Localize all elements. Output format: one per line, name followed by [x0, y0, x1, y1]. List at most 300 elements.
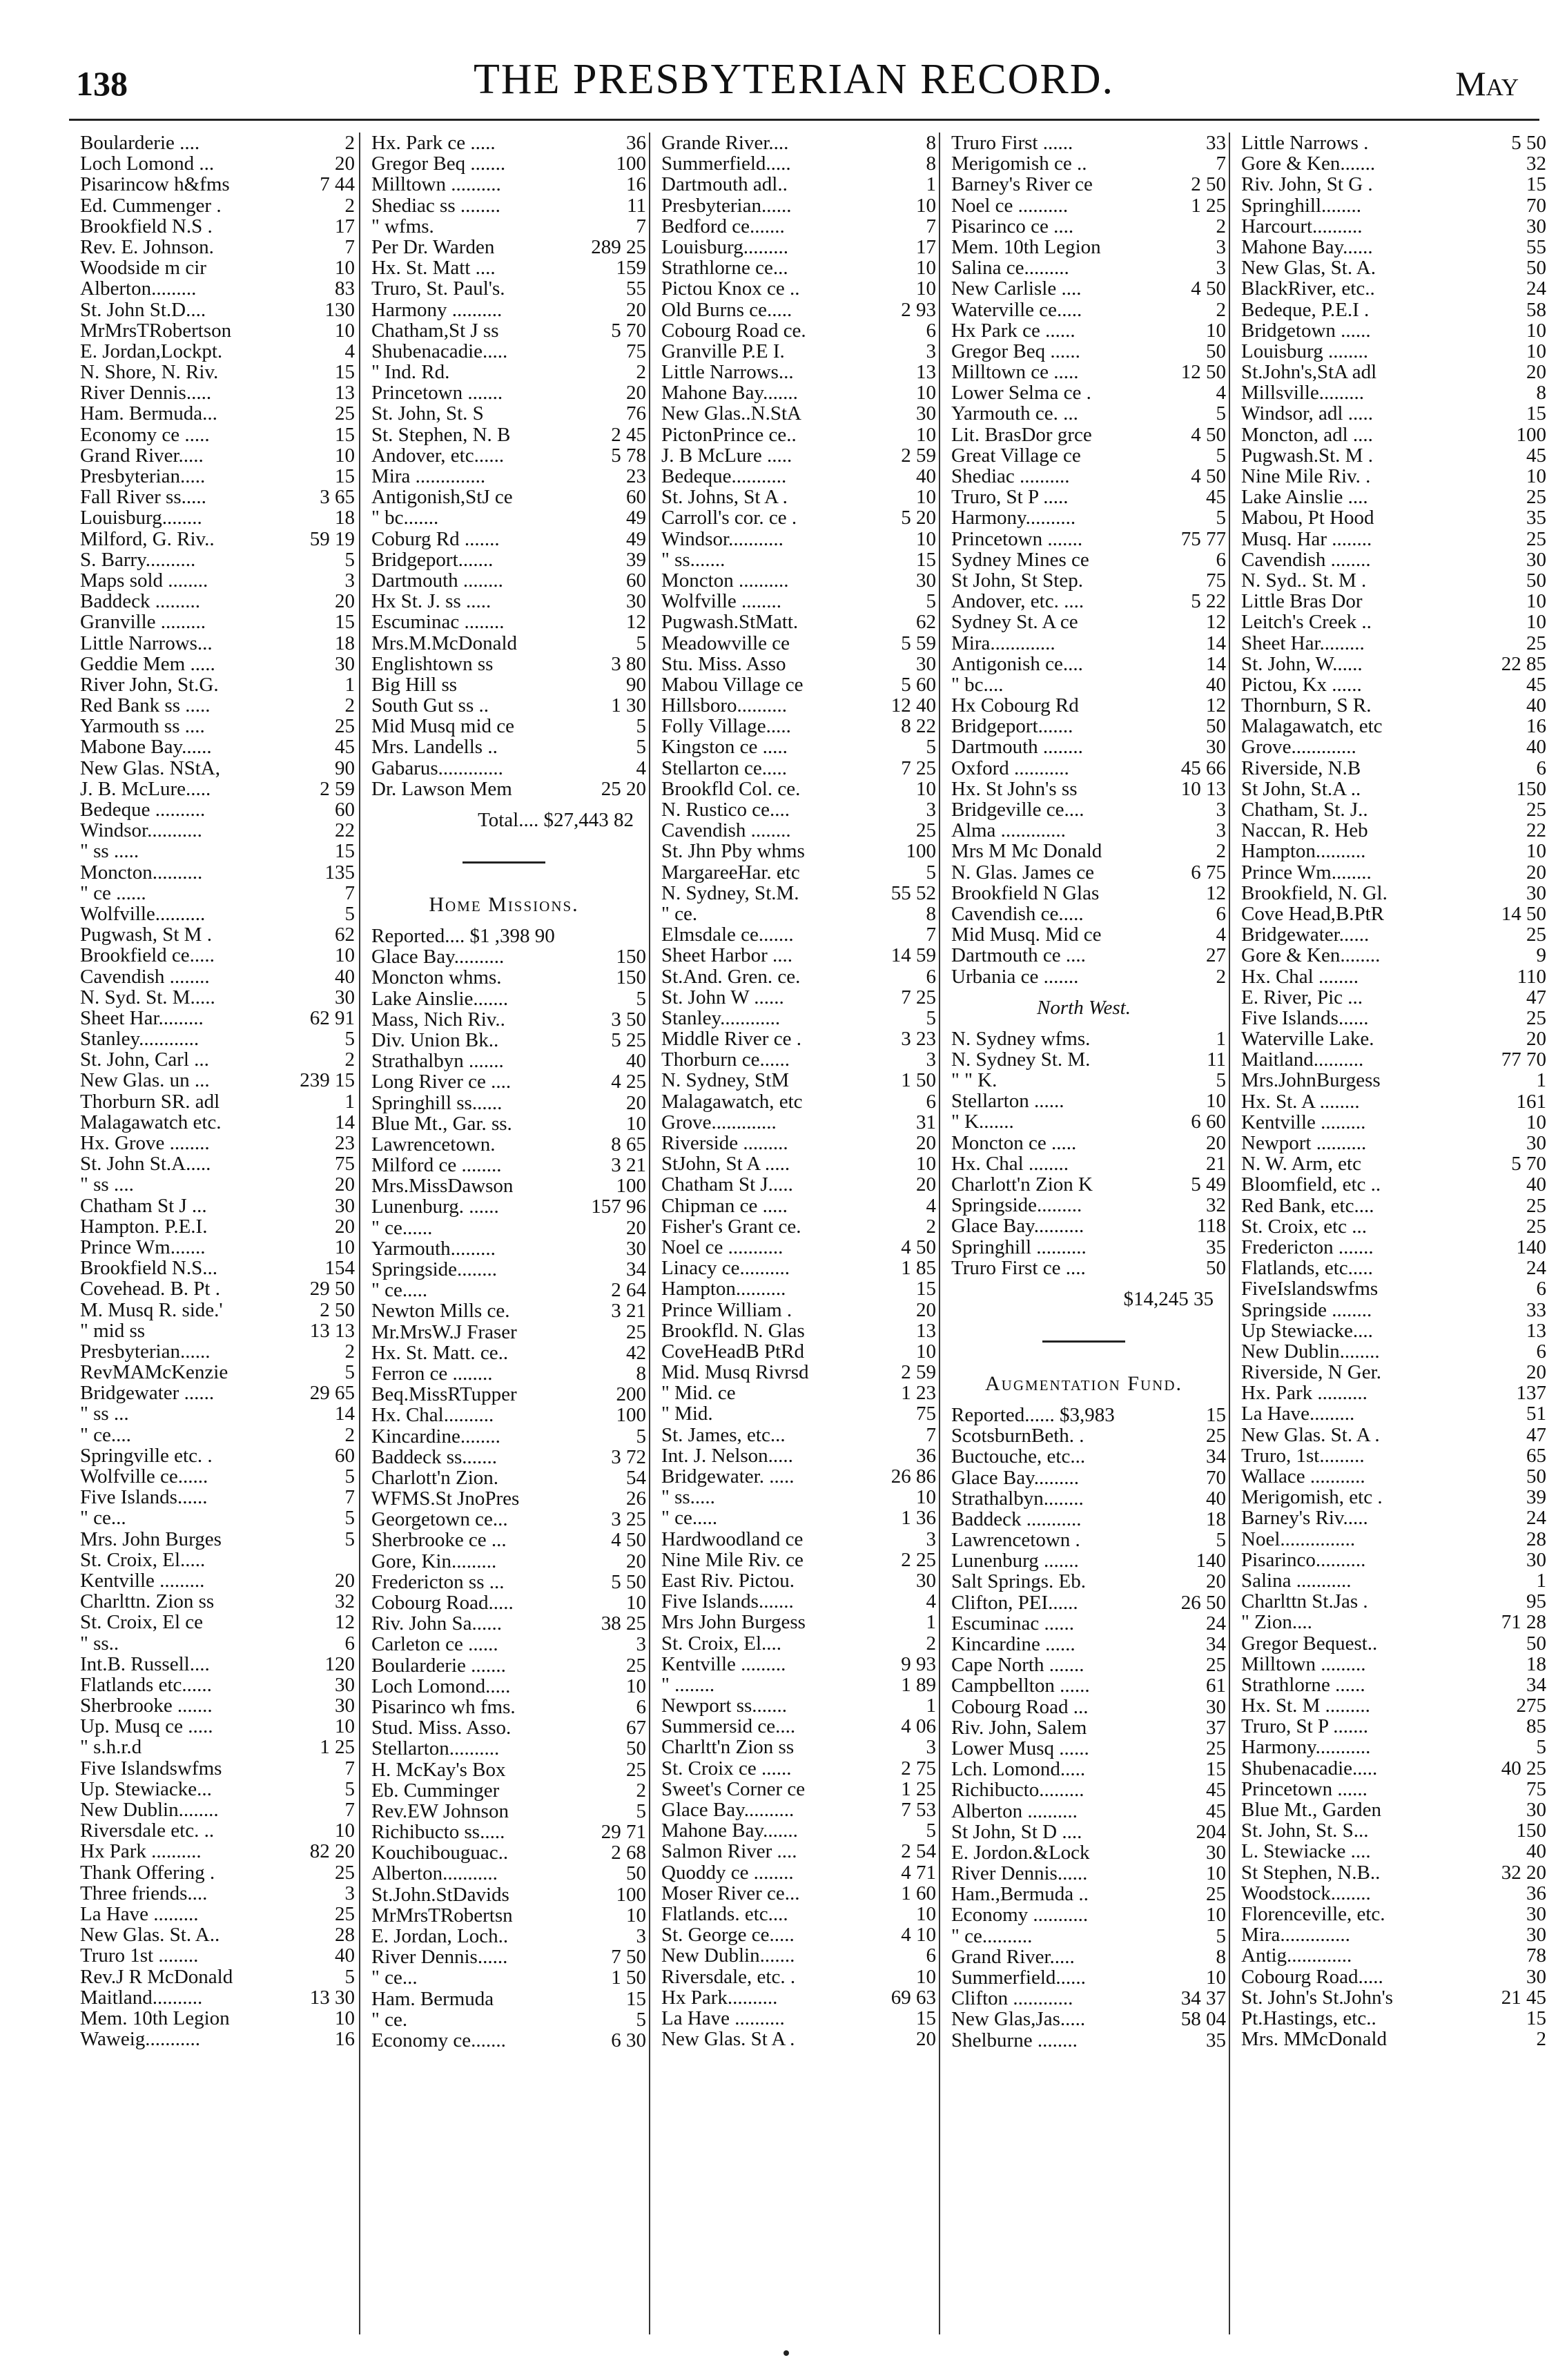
list-item: [1230, 1174, 1548, 1195]
entry-name: Pugwash, St M .: [80, 924, 212, 946]
entry-name: Chatham St J.....: [661, 1174, 793, 1196]
list-item: [940, 1967, 1227, 1988]
entry-name: Andover, etc. ....: [951, 591, 1084, 612]
entry-amount: 159: [616, 257, 646, 280]
entry-name: Presbyterian......: [661, 195, 792, 216]
entry-name: Windsor, adl .....: [1241, 403, 1373, 425]
list-item: [650, 1216, 937, 1237]
list-item: [940, 1216, 1227, 1236]
entry-name: Glace Bay..........: [951, 1216, 1084, 1237]
entry-name: Elmsdale ce.......: [661, 924, 794, 946]
entry-amount: 30: [626, 590, 646, 613]
entry-amount: 3: [1216, 235, 1226, 258]
list-item: [650, 403, 937, 424]
entry-name: Grand River.....: [951, 1946, 1075, 1967]
entry-amount: 2: [636, 361, 646, 384]
list-item: [1230, 549, 1548, 570]
list-item: [69, 174, 356, 195]
list-item: [1230, 1320, 1548, 1341]
entry-name: Bridgetown ......: [1241, 320, 1371, 341]
entry-amount: 29 50: [309, 1278, 355, 1300]
list-item: [650, 1550, 937, 1570]
list-item: [360, 988, 648, 1009]
entry-amount: 100: [616, 1883, 646, 1906]
entry-amount: 50: [626, 1862, 646, 1885]
entry-name: Sheet Har.........: [1241, 632, 1365, 654]
entry-amount: 5: [926, 1820, 936, 1842]
list-item: [69, 966, 356, 987]
entry-amount: 12: [335, 1611, 355, 1634]
entry-amount: 10: [626, 1675, 646, 1697]
entry-amount: 7: [926, 924, 936, 946]
entry-name: " ce..........: [951, 1925, 1033, 1947]
entry-name: Lawrencetown.: [371, 1133, 496, 1155]
entry-name: East Riv. Pictou.: [661, 1570, 795, 1592]
entry-amount: 40: [1526, 736, 1546, 759]
entry-name: River Dennis......: [951, 1863, 1088, 1884]
list-item: [1230, 758, 1548, 779]
entry-amount: 8 22: [901, 715, 936, 738]
entry-amount: 4: [1216, 382, 1226, 404]
entry-name: Loch Lomond.....: [371, 1675, 511, 1697]
entry-amount: 25: [1526, 1194, 1546, 1217]
entry-amount: 34 37: [1180, 1987, 1226, 2010]
entry-name: Hx. Grove ........: [80, 1133, 210, 1154]
list-item: [940, 507, 1227, 528]
list-item: [69, 445, 356, 466]
entry-amount: 25: [335, 1861, 355, 1884]
entry-name: Int.B. Russell....: [80, 1653, 210, 1675]
entry-amount: 3 25: [611, 1508, 646, 1531]
entry-amount: 10: [1526, 611, 1546, 634]
entry-amount: 100: [616, 1404, 646, 1427]
entry-name: Flatlands. etc....: [661, 1903, 788, 1925]
entry-name: " K.......: [951, 1111, 1014, 1133]
entry-name: Milford ce ........: [371, 1155, 502, 1176]
entry-amount: 5 25: [611, 1028, 646, 1051]
entry-name: Blue Mt., Gar. ss.: [371, 1113, 512, 1134]
entry-amount: 5: [926, 736, 936, 759]
entry-name: New Glas..N.StA: [661, 403, 801, 425]
entry-amount: 50: [1206, 340, 1226, 362]
entry-name: Malagawatch, etc: [1241, 716, 1383, 737]
list-item: [650, 1028, 937, 1049]
entry-amount: 20: [626, 1550, 646, 1572]
entry-name: L. Stewiacke ....: [1241, 1841, 1371, 1862]
entry-amount: 4: [926, 1590, 936, 1613]
list-item: [69, 674, 356, 695]
entry-name: " ss .....: [80, 841, 139, 862]
entry-amount: 13: [335, 382, 355, 404]
list-item: [940, 1571, 1227, 1592]
entry-amount: 3 72: [611, 1445, 646, 1468]
list-item: [69, 737, 356, 757]
entry-name: Hampton. P.E.I.: [80, 1216, 208, 1237]
entry-name: Charlott'n Zion K: [951, 1174, 1093, 1196]
entry-amount: 150: [1516, 1820, 1546, 1842]
entry-amount: 6: [926, 965, 936, 988]
entry-name: Summersid ce....: [661, 1716, 796, 1737]
list-item: [360, 1759, 648, 1780]
list-item: [650, 1278, 937, 1299]
entry-name: La Have .........: [80, 1903, 199, 1925]
list-item: [650, 153, 937, 174]
entry-amount: 5: [926, 590, 936, 613]
entry-amount: 23: [626, 465, 646, 487]
list-item: [1230, 862, 1548, 883]
list-item: [650, 320, 937, 341]
list-item: [69, 820, 356, 841]
entry-amount: 50: [1206, 1256, 1226, 1279]
entry-name: Charlott'n Zion.: [371, 1467, 499, 1489]
entry-name: St. John, St. S...: [1241, 1820, 1369, 1842]
entry-name: Carleton ce ......: [371, 1634, 498, 1655]
list-item: [940, 862, 1227, 883]
entry-name: Boularderie ....: [80, 133, 200, 154]
entry-name: Springside........: [371, 1259, 498, 1280]
entry-amount: 34: [1206, 1445, 1226, 1468]
list-item: [69, 1403, 356, 1424]
list-item: [940, 1634, 1227, 1655]
entry-amount: 20: [626, 1091, 646, 1114]
entry-amount: 30: [335, 1194, 355, 1217]
entry-amount: 10: [1526, 840, 1546, 863]
entry-name: M. Musq R. side.': [80, 1299, 223, 1320]
list-item: [69, 758, 356, 779]
entry-amount: 25: [1206, 1883, 1226, 1906]
entry-amount: 5: [344, 1528, 355, 1550]
entry-name: Hx. St. M .........: [1241, 1695, 1370, 1717]
list-item: [69, 1070, 356, 1091]
entry-name: WFMS.St JnoPres: [371, 1488, 520, 1510]
entry-name: Lunenburg. ......: [371, 1196, 499, 1218]
list-item: [360, 237, 648, 257]
entry-amount: 82 20: [309, 1840, 355, 1863]
entry-amount: 5: [636, 987, 646, 1010]
entry-name: J. B. McLure.....: [80, 778, 211, 799]
list-item: [650, 1008, 937, 1028]
entry-name: Shubenacadie.....: [1241, 1757, 1378, 1779]
entry-name: Ed. Cummenger .: [80, 195, 222, 216]
list-item: [69, 382, 356, 403]
entry-amount: 45: [1526, 444, 1546, 467]
list-item: [360, 1280, 648, 1300]
list-item: [940, 549, 1227, 570]
list-item: [650, 174, 937, 195]
entry-amount: 10: [916, 277, 936, 300]
list-item: [69, 1633, 356, 1654]
entry-name: St John, St D ....: [951, 1821, 1082, 1842]
entry-name: Merigomish, etc .: [1241, 1487, 1383, 1508]
entry-amount: 10: [1526, 319, 1546, 342]
entry-amount: 24: [1526, 277, 1546, 300]
entry-name: Rev.EW Johnson: [371, 1800, 509, 1822]
entry-name: Grove.............: [661, 1111, 777, 1133]
list-item: [69, 1091, 356, 1112]
list-item: [940, 1759, 1227, 1779]
entry-name: Grand River.....: [80, 445, 204, 466]
entry-amount: 30: [916, 402, 936, 425]
list-item: [69, 987, 356, 1008]
list-item: [940, 591, 1227, 612]
entry-name: Mabone Bay......: [80, 737, 212, 758]
entry-name: Oxford ...........: [951, 757, 1069, 779]
entry-amount: 40: [335, 965, 355, 988]
entry-amount: 10: [335, 1820, 355, 1842]
list-item: [650, 382, 937, 403]
entry-amount: 15: [335, 611, 355, 634]
entry-name: Salina ce.........: [951, 257, 1069, 279]
entry-name: Alberton...........: [371, 1863, 498, 1884]
entry-name: New Dublin........: [80, 1799, 219, 1821]
entry-name: Hx. Chal ........: [1241, 966, 1359, 987]
list-item: [1230, 216, 1548, 237]
list-item: [1230, 1508, 1548, 1528]
list-item: [940, 1425, 1227, 1446]
entry-amount: 100: [616, 153, 646, 175]
entry-name: " Zion....: [1241, 1612, 1312, 1633]
entry-amount: 7 44: [320, 173, 355, 196]
entry-name: Geddie Mem .....: [80, 653, 215, 674]
list-item: [360, 341, 648, 362]
entry-name: Yarmouth.........: [371, 1238, 496, 1259]
entry-amount: [643, 926, 646, 946]
entry-amount: 50: [626, 1737, 646, 1760]
entry-name: " ss.....: [661, 1487, 715, 1508]
entry-amount: 14: [1206, 652, 1226, 675]
entry-amount: 32 20: [1501, 1861, 1546, 1884]
entry-amount: 15: [916, 2007, 936, 2029]
list-item: [1230, 570, 1548, 591]
entry-amount: 12 40: [890, 694, 936, 717]
entry-name: N. Syd.. St. M .: [1241, 569, 1367, 592]
list-item: [1230, 1612, 1548, 1632]
list-item: [360, 1155, 648, 1176]
list-item: [650, 1529, 937, 1550]
entry-name: Harmony..........: [951, 507, 1076, 529]
entry-amount: 6: [1216, 548, 1226, 571]
entry-amount: 7 25: [901, 986, 936, 1008]
entry-amount: 49: [626, 507, 646, 529]
entry-name: Bridgewater ......: [80, 1383, 215, 1404]
entry-amount: 2: [344, 1340, 355, 1363]
entry-amount: 4 25: [611, 1071, 646, 1093]
entry-name: New Glas. NStA,: [80, 757, 220, 779]
column-2-list-top: [360, 133, 648, 799]
list-item: [650, 1591, 937, 1612]
entry-name: Great Village ce: [951, 445, 1081, 466]
list-item: [940, 841, 1227, 861]
entry-amount: 32: [1206, 1194, 1226, 1217]
entry-name: Antigonish ce....: [951, 653, 1083, 674]
list-item: [69, 1737, 356, 1757]
entry-name: Mrs.M.McDonald: [371, 632, 518, 654]
list-item: [1230, 1675, 1548, 1695]
entry-name: Div. Union Bk..: [371, 1029, 499, 1051]
entry-name: Maitland..........: [1241, 1049, 1364, 1071]
entry-name: Charlttn. Zion ss: [80, 1591, 215, 1612]
entry-amount: 75: [1526, 1777, 1546, 1800]
entry-amount: 2 93: [901, 298, 936, 321]
entry-name: River Dennis......: [371, 1947, 508, 1968]
entry-amount: 5: [344, 1465, 355, 1488]
entry-name: Brookfield N Glas: [951, 882, 1100, 904]
entry-name: Three friends....: [80, 1882, 208, 1904]
entry-amount: 1: [926, 1695, 936, 1717]
entry-name: Harcourt..........: [1241, 215, 1363, 237]
list-item: [1230, 1445, 1548, 1466]
list-item: [1230, 1237, 1548, 1258]
entry-name: Naccan, R. Heb: [1241, 820, 1368, 841]
entry-amount: 5: [1216, 402, 1226, 425]
header-rule: [69, 119, 1539, 121]
entry-name: Up. Musq ce .....: [80, 1716, 213, 1737]
entry-name: Five Islands......: [80, 1487, 208, 1508]
entry-amount: 200: [616, 1383, 646, 1406]
entry-name: Truro 1st ........: [80, 1945, 199, 1967]
entry-name: Alma .............: [951, 820, 1066, 841]
entry-amount: 4 50: [611, 1529, 646, 1552]
entry-amount: 1 25: [901, 1777, 936, 1800]
list-item: [69, 237, 356, 257]
entry-amount: 13: [916, 1319, 936, 1342]
list-item: [650, 1133, 937, 1153]
list-item: [360, 1947, 648, 1967]
entry-amount: 25: [626, 1758, 646, 1781]
entry-name: Riverside .........: [661, 1133, 788, 1154]
entry-name: St Stephen, N.B..: [1241, 1862, 1381, 1883]
list-item: [1230, 1716, 1548, 1737]
entry-amount: 47: [1526, 1423, 1546, 1446]
list-item: [69, 1508, 356, 1528]
entry-name: Hx. St. Matt ....: [371, 257, 496, 279]
entry-amount: 10: [1206, 1090, 1226, 1113]
entry-name: " Ind. Rd.: [371, 362, 450, 383]
list-item: [360, 507, 648, 528]
entry-name: New Glas. un ...: [80, 1070, 210, 1091]
entry-amount: 62: [916, 611, 936, 634]
list-item: [940, 1988, 1227, 2009]
entry-name: Harmony ..........: [371, 299, 503, 320]
entry-amount: 10: [916, 1153, 936, 1176]
list-item: [650, 612, 937, 632]
entry-name: " ce.: [661, 903, 698, 925]
entry-name: Strathlorne ce...: [661, 257, 788, 279]
entry-amount: 77 70: [1501, 1048, 1546, 1071]
entry-amount: 5: [1536, 1736, 1546, 1759]
entry-name: New Dublin........: [1241, 1340, 1380, 1363]
list-item: [69, 612, 356, 632]
list-item: [650, 1196, 937, 1216]
entry-name: Mrs M Mc Donald: [951, 841, 1102, 862]
entry-amount: 14: [335, 1403, 355, 1425]
entry-amount: 25: [1526, 527, 1546, 550]
entry-amount: 10: [916, 777, 936, 800]
list-item: [650, 591, 937, 612]
entry-name: Cavendish ........: [1241, 549, 1371, 570]
entry-amount: 10: [916, 194, 936, 217]
entry-name: H. McKay's Box: [371, 1759, 506, 1780]
entry-amount: 15: [1526, 173, 1546, 196]
entry-name: N. Shore, N. Riv.: [80, 362, 219, 383]
entry-name: Ham. Bermuda: [371, 1988, 494, 2009]
list-item: [69, 1320, 356, 1341]
entry-name: Moncton ce .....: [951, 1132, 1077, 1153]
list-item: [69, 904, 356, 924]
entry-name: Mrs John Burgess: [661, 1612, 806, 1633]
entry-name: " ss ...: [80, 1403, 129, 1425]
entry-amount: 15: [1526, 402, 1546, 425]
list-item: [940, 2030, 1227, 2051]
entry-amount: 10: [916, 1340, 936, 1363]
list-item: [650, 1070, 937, 1091]
list-item: [940, 237, 1227, 257]
entry-amount: 55: [626, 277, 646, 300]
entry-amount: 12 50: [1180, 361, 1226, 384]
entry-amount: 5: [344, 1507, 355, 1530]
entry-amount: 3 21: [611, 1154, 646, 1177]
list-item: [650, 862, 937, 883]
list-item: [1230, 1070, 1548, 1091]
list-item: [69, 341, 356, 362]
entry-amount: 58 04: [1180, 2008, 1226, 2031]
entry-amount: 25: [1526, 486, 1546, 509]
entry-amount: 9: [1536, 944, 1546, 967]
entry-name: Springside.........: [951, 1195, 1082, 1216]
entry-amount: 1 85: [901, 1257, 936, 1280]
entry-name: Milltown ce .....: [951, 362, 1079, 383]
list-item: [69, 883, 356, 904]
list-item: [69, 1028, 356, 1049]
entry-amount: 35: [1206, 1236, 1226, 1258]
column-2-separator: [463, 861, 545, 864]
entry-name: Covehead. B. Pt .: [80, 1278, 220, 1300]
list-item: [1230, 1820, 1548, 1841]
list-item: [1230, 1550, 1548, 1570]
list-item: [650, 362, 937, 382]
entry-amount: 20: [1526, 861, 1546, 884]
entry-name: St.John.StDavids: [371, 1884, 509, 1905]
list-item: [940, 1111, 1227, 1132]
entry-name: Charlttn St.Jas .: [1241, 1591, 1368, 1612]
list-item: [360, 946, 648, 967]
entry-amount: 25: [1206, 1425, 1226, 1447]
entry-name: ScotsburnBeth. .: [951, 1425, 1084, 1447]
list-item: [940, 799, 1227, 820]
list-item: [69, 1258, 356, 1278]
entry-amount: 39: [626, 548, 646, 571]
entry-amount: 38 25: [601, 1612, 646, 1635]
entry-amount: 18: [1526, 1652, 1546, 1675]
list-item: [360, 2030, 648, 2051]
entry-amount: 20: [626, 382, 646, 404]
entry-amount: 61: [1206, 1675, 1226, 1697]
list-item: [69, 945, 356, 966]
entry-name: Gregor Bequest..: [1241, 1632, 1378, 1654]
entry-amount: 25: [1526, 924, 1546, 946]
entry-amount: 40 25: [1501, 1757, 1546, 1779]
entry-name: Mahone Bay.......: [661, 1820, 798, 1842]
list-item: [69, 799, 356, 820]
entry-amount: 1 36: [901, 1507, 936, 1530]
entry-name: Newport ..........: [1241, 1133, 1367, 1154]
list-item: [940, 1488, 1227, 1509]
entry-name: PictonPrince ce..: [661, 424, 797, 445]
entry-name: Florenceville, etc.: [1241, 1903, 1385, 1925]
entry-amount: 15: [335, 465, 355, 487]
entry-name: Yarmouth ss ....: [80, 716, 205, 737]
entry-name: Barney's River ce: [951, 174, 1093, 195]
